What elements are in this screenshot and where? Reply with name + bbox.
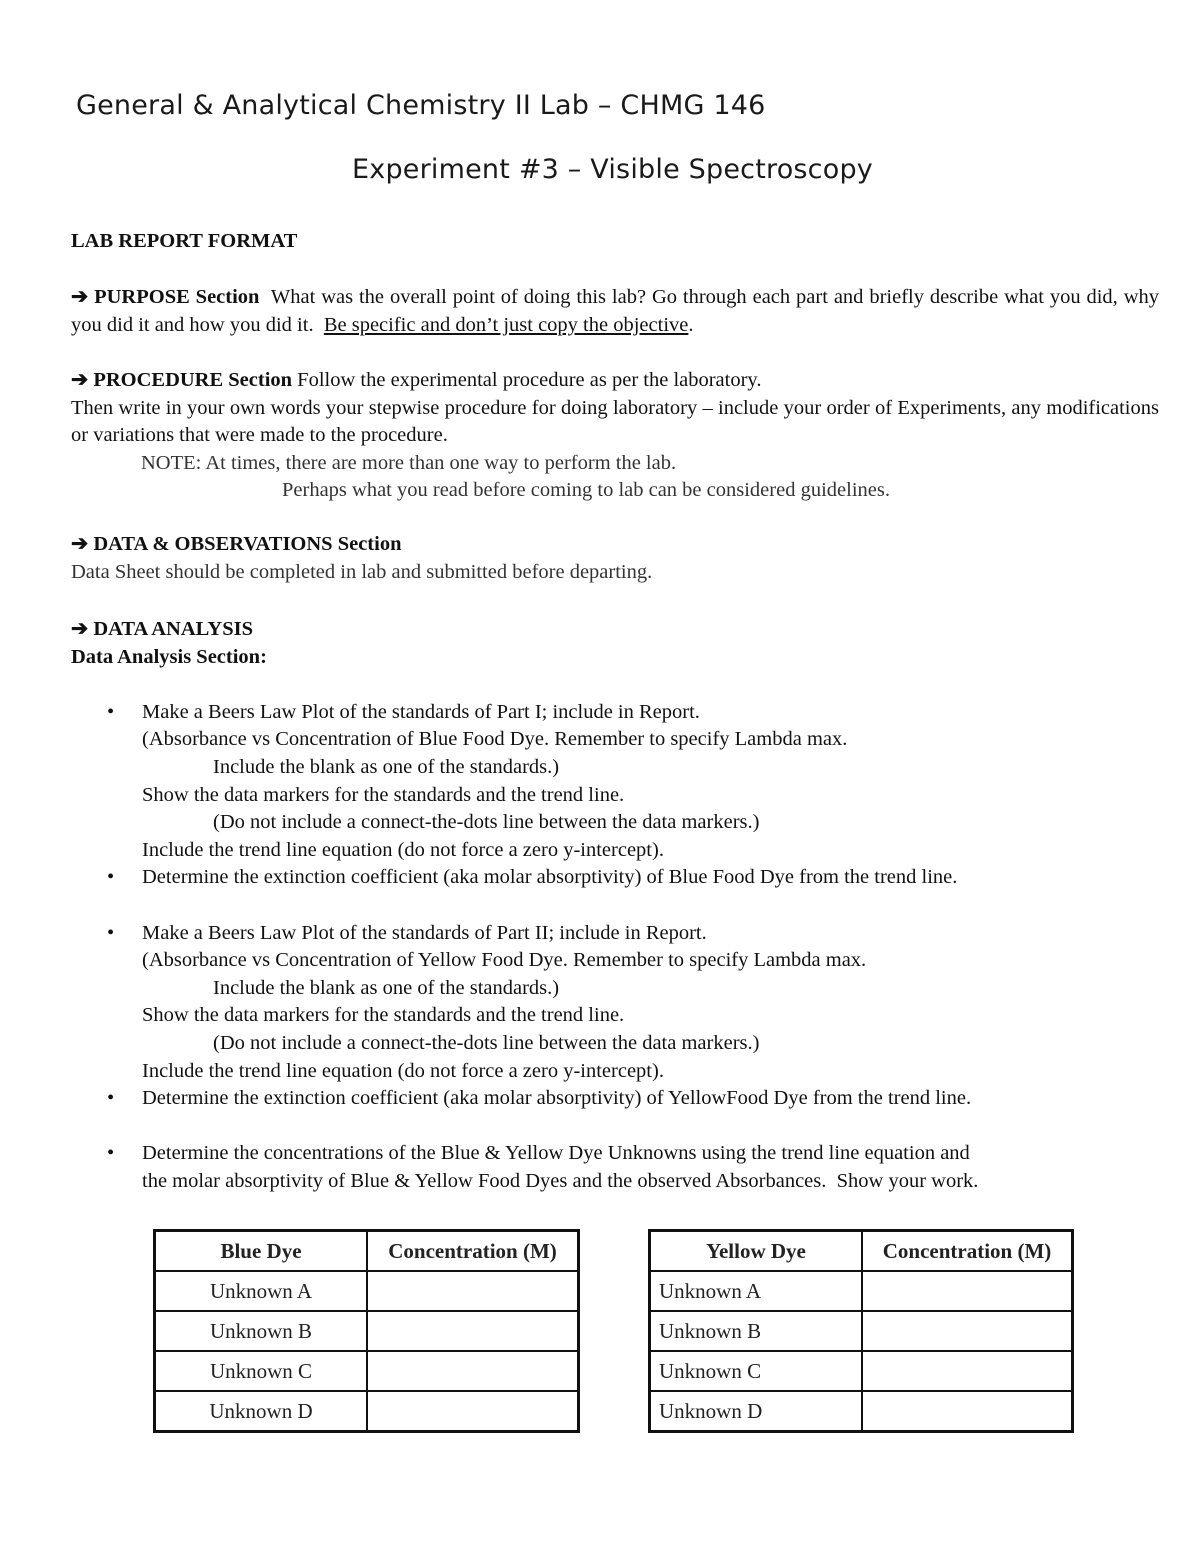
data-analysis-heading: DATA ANALYSIS — [93, 618, 254, 640]
course-title: General & Analytical Chemistry II Lab – CHMG 146 — [76, 90, 766, 121]
purpose-end: . — [688, 313, 694, 336]
analysis-list — [71, 699, 1159, 1196]
arrow-icon: ➔ — [71, 286, 89, 308]
unknowns-line-2: the molar absorptivity of Blue & Yellow Food Dyes and the observed Absorbances. — [142, 1169, 827, 1192]
experiment-title: Experiment #3 – Visible Spectroscopy — [352, 154, 873, 185]
list-item — [71, 699, 1159, 865]
data-analysis-section — [71, 616, 1159, 1195]
purpose-section — [71, 284, 1159, 339]
yellow-plot-line-1: Make a Beers Law Plot of the standards of Part II; include in Report. — [142, 921, 707, 944]
table-row — [650, 1391, 1073, 1432]
table-row — [650, 1271, 1073, 1311]
purpose-emphasis: Be specific and don’t just copy the objective — [323, 313, 689, 336]
blue-dye-table — [153, 1229, 580, 1433]
procedure-heading: PROCEDURE Section — [93, 369, 293, 391]
arrow-icon: ➔ — [71, 533, 89, 555]
table-cell: Unknown A — [155, 1271, 368, 1311]
arrow-icon: ➔ — [71, 369, 89, 391]
procedure-line-1: Follow the experimental procedure as per the laboratory. — [297, 369, 762, 391]
unknowns-line-1: Determine the concentrations of the Blue & Yellow Dye Unknowns using the trend line equation and — [142, 1142, 970, 1165]
yellow-extinction-line: Determine the extinction coefficient (aka molar absorptivity) of YellowFood Dye from the trend line. — [142, 1087, 972, 1110]
yellow-dye-table — [648, 1229, 1074, 1433]
bullet-icon: • — [107, 866, 115, 889]
table-row — [155, 1351, 579, 1391]
yellow-plot-line-6: Include the trend line equation (do not force a zero y-intercept). — [142, 1059, 664, 1082]
concentration-cell — [367, 1391, 579, 1432]
list-spacer — [71, 892, 1159, 920]
procedure-note-1: NOTE: At times, there are more than one way to perform the lab. — [141, 451, 677, 474]
purpose-heading: PURPOSE Section — [94, 286, 260, 308]
blue-extinction-line: Determine the extinction coefficient (aka molar absorptivity) of Blue Food Dye from the trend line. — [142, 866, 958, 889]
table-row — [650, 1351, 1073, 1391]
data-observations-section — [71, 531, 1159, 586]
concentration-cell — [862, 1311, 1073, 1351]
lab-report-format-heading: LAB REPORT FORMAT — [71, 230, 298, 252]
procedure-line-2: Then write in your own words your stepwise procedure for doing laboratory – include your order of Experiments, any modifications or variations that were made to the procedure. — [71, 396, 1159, 447]
concentration-cell — [367, 1351, 579, 1391]
list-item — [71, 1140, 1159, 1195]
concentration-cell — [367, 1311, 579, 1351]
table-cell: Unknown D — [650, 1391, 863, 1432]
bullet-icon: • — [107, 1142, 115, 1165]
yellow-plot-line-4: Show the data markers for the standards and the trend line. — [142, 1004, 625, 1027]
table-row — [650, 1311, 1073, 1351]
table-header: Concentration (M) — [862, 1231, 1073, 1272]
table-cell: Unknown D — [155, 1391, 368, 1432]
list-spacer — [71, 1113, 1159, 1141]
blue-plot-line-6: Include the trend line equation (do not force a zero y-intercept). — [142, 838, 664, 861]
blue-plot-line-4: Show the data markers for the standards and the trend line. — [142, 783, 625, 806]
concentration-cell — [367, 1271, 579, 1311]
table-row — [155, 1391, 579, 1432]
bullet-icon: • — [107, 700, 115, 723]
table-cell: Unknown A — [650, 1271, 863, 1311]
blue-plot-line-1: Make a Beers Law Plot of the standards of Part I; include in Report. — [142, 700, 700, 723]
yellow-plot-line-3: Include the blank as one of the standards.) — [213, 976, 560, 999]
concentration-cell — [862, 1271, 1073, 1311]
yellow-plot-line-2: (Absorbance vs Concentration of Yellow Food Dye. Remember to specify Lambda max. — [142, 949, 867, 972]
data-observations-heading: DATA & OBSERVATIONS Section — [93, 533, 402, 555]
list-item — [71, 920, 1159, 1086]
concentration-cell — [862, 1391, 1073, 1432]
yellow-plot-line-5: (Do not include a connect-the-dots line between the data markers.) — [213, 1031, 760, 1054]
table-header: Yellow Dye — [650, 1231, 863, 1272]
table-row — [155, 1271, 579, 1311]
data-observations-text: Data Sheet should be completed in lab and submitted before departing. — [71, 560, 653, 583]
table-cell: Unknown C — [650, 1351, 863, 1391]
blue-plot-line-2: (Absorbance vs Concentration of Blue Food Dye. Remember to specify Lambda max. — [142, 728, 848, 751]
arrow-icon: ➔ — [71, 618, 89, 640]
bullet-icon: • — [107, 921, 115, 944]
list-item — [71, 864, 1159, 892]
blue-plot-line-5: (Do not include a connect-the-dots line between the data markers.) — [213, 811, 760, 834]
table-cell: Unknown B — [650, 1311, 863, 1351]
table-cell: Unknown B — [155, 1311, 368, 1351]
concentration-cell — [862, 1351, 1073, 1391]
purpose-text: What was the overall point of doing this lab? Go through each part and briefly describe what you did, why you did it and how you did it. — [71, 286, 1160, 336]
unknowns-line-3: Show your work. — [836, 1169, 979, 1192]
blue-plot-line-3: Include the blank as one of the standards.) — [213, 755, 560, 778]
procedure-note-2: Perhaps what you read before coming to lab can be considered guidelines. — [282, 479, 890, 502]
table-header: Blue Dye — [155, 1231, 368, 1272]
procedure-section — [71, 367, 1159, 505]
table-header: Concentration (M) — [367, 1231, 579, 1272]
data-analysis-subheading: Data Analysis Section: — [71, 645, 267, 668]
bullet-icon: • — [107, 1087, 115, 1110]
table-row — [155, 1311, 579, 1351]
table-cell: Unknown C — [155, 1351, 368, 1391]
list-item — [71, 1085, 1159, 1113]
